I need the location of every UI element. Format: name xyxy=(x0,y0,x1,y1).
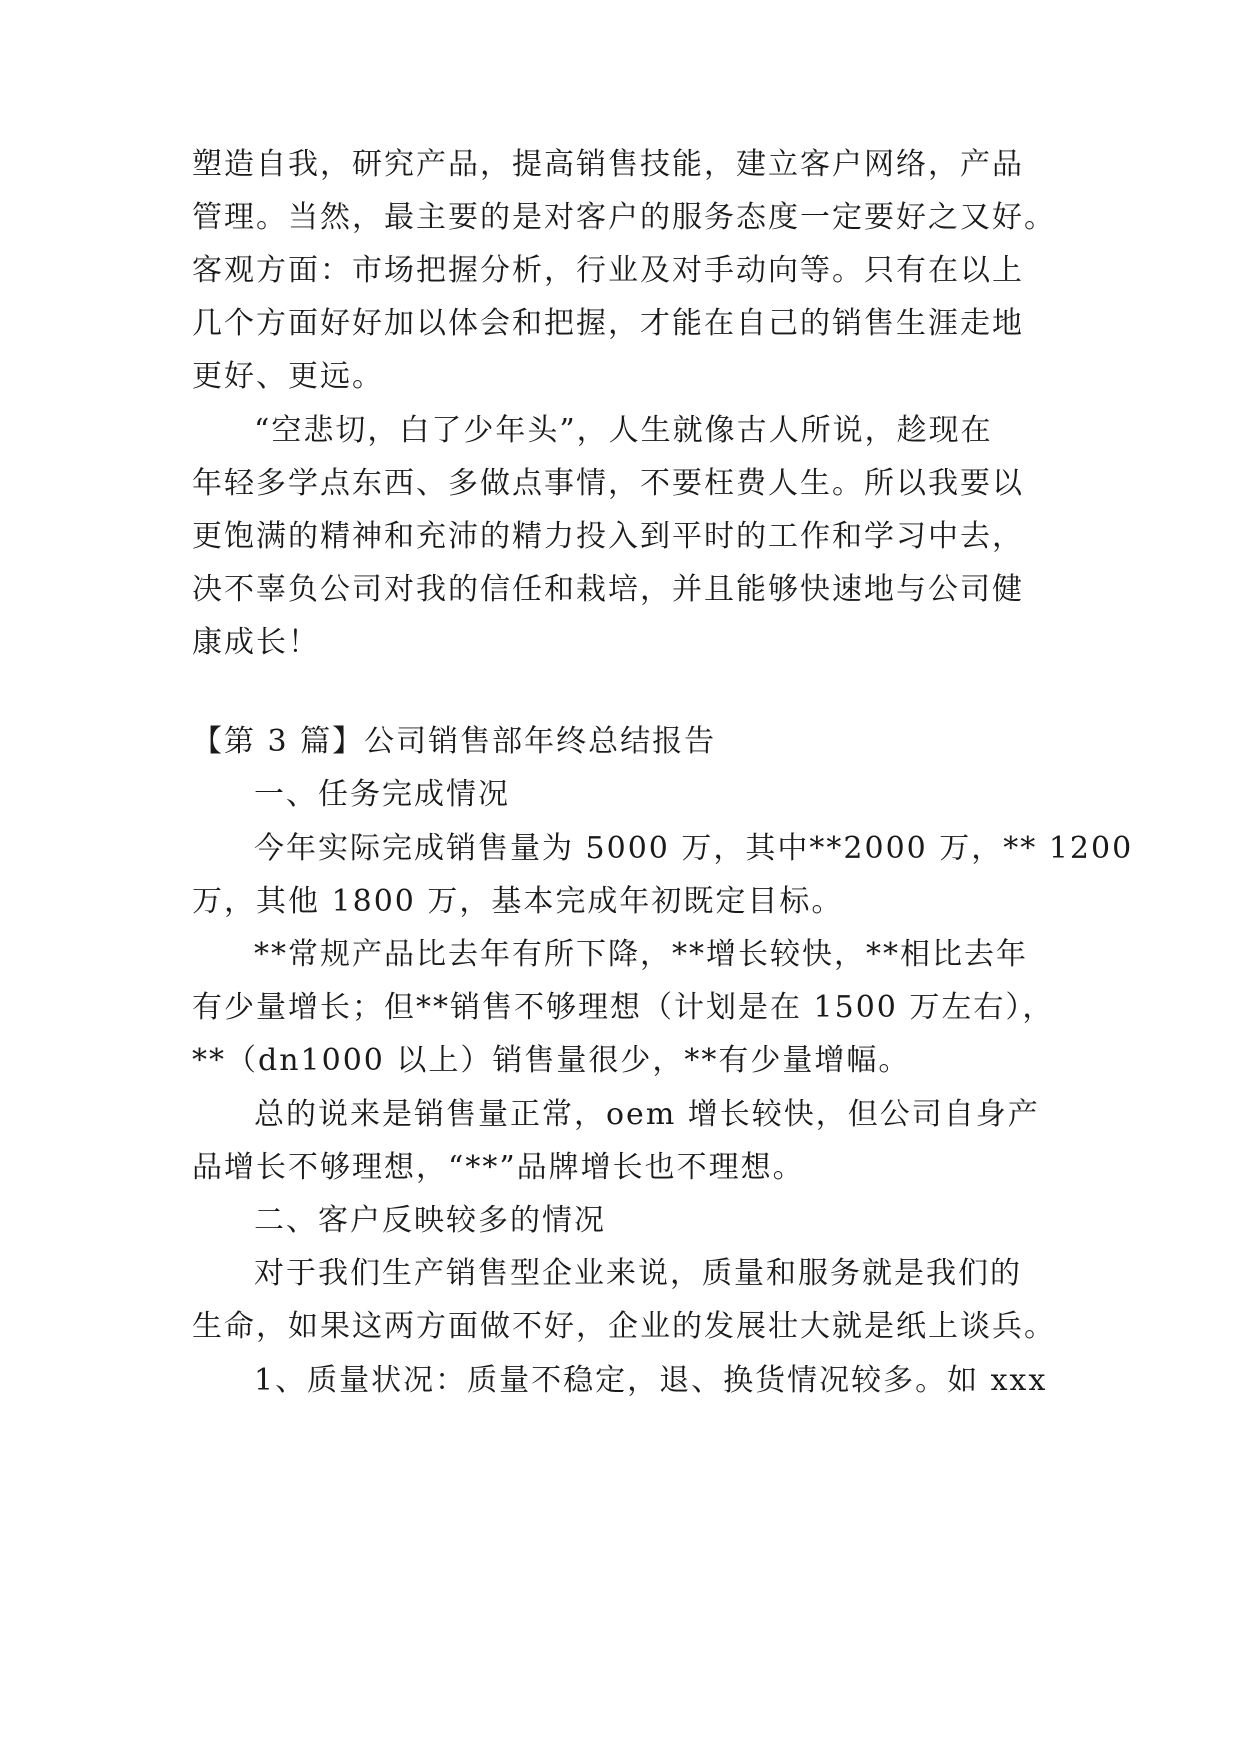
paragraph-line: 几个方面好好加以体会和把握，才能在自己的销售生涯走地 xyxy=(192,306,1024,341)
paragraph-line: 有少量增长；但**销售不够理想（计划是在 1500 万左右）， xyxy=(192,990,1055,1025)
paragraph-line: 生命，如果这两方面做不好，企业的发展壮大就是纸上谈兵。 xyxy=(192,1309,1056,1344)
paragraph-line: **（dn1000 以上）销售量很少，**有少量增幅。 xyxy=(192,1043,911,1078)
paragraph-line: 客观方面：市场把握分析，行业及对手动向等。只有在以上 xyxy=(192,253,1024,288)
paragraph-line: 对于我们生产销售型企业来说，质量和服务就是我们的 xyxy=(254,1256,1022,1291)
paragraph-line: 万，其他 1800 万，基本完成年初既定目标。 xyxy=(192,884,844,919)
paragraph-line: 康成长！ xyxy=(192,625,320,660)
paragraph-line: 1、质量状况：质量不稳定，退、换货情况较多。如 xxx xyxy=(254,1363,1048,1398)
section-heading: 二、客户反映较多的情况 xyxy=(254,1203,606,1238)
paragraph-line: 年轻多学点东西、多做点事情，不要枉费人生。所以我要以 xyxy=(192,466,1024,501)
paragraph-line: 总的说来是销售量正常，oem 增长较快，但公司自身产 xyxy=(254,1097,1040,1132)
paragraph-line: 更好、更远。 xyxy=(192,359,384,394)
paragraph-line: 今年实际完成销售量为 5000 万，其中**2000 万，** 1200 xyxy=(254,831,1134,866)
section-heading: 一、任务完成情况 xyxy=(254,777,510,812)
paragraph-line: 更饱满的精神和充沛的精力投入到平时的工作和学习中去， xyxy=(192,519,1024,554)
paragraph-line: 决不辜负公司对我的信任和栽培，并且能够快速地与公司健 xyxy=(192,572,1024,607)
paragraph-line: 塑造自我，研究产品，提高销售技能，建立客户网络，产品 xyxy=(192,147,1024,182)
paragraph-line: **常规产品比去年有所下降，**增长较快，**相比去年 xyxy=(254,937,1028,972)
article-title: 【第 3 篇】公司销售部年终总结报告 xyxy=(192,724,717,759)
paragraph-line: 品增长不够理想，“**”品牌增长也不理想。 xyxy=(192,1150,805,1185)
paragraph-line: 管理。当然，最主要的是对客户的服务态度一定要好之又好。 xyxy=(192,200,1056,235)
paragraph-line: “空悲切，白了少年头”，人生就像古人所说，趁现在 xyxy=(254,413,993,448)
